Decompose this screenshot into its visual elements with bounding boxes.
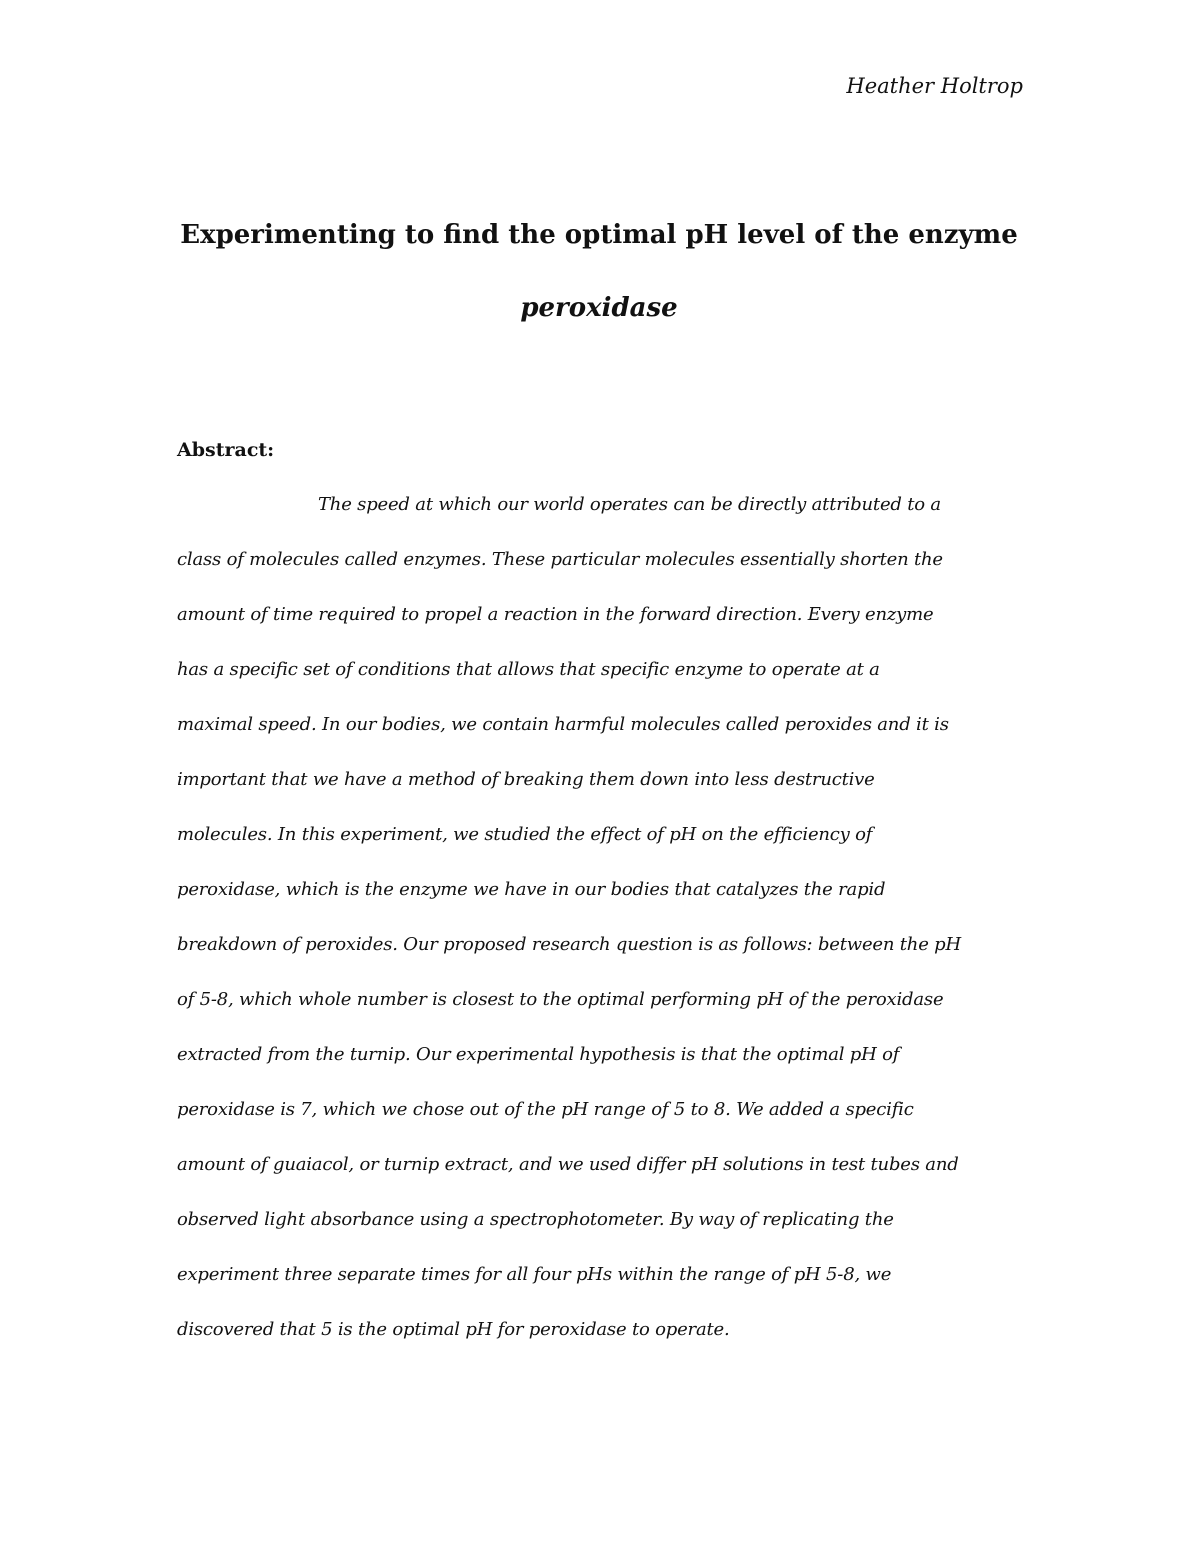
author-name: Heather Holtrop: [846, 74, 1023, 98]
abstract-line: observed light absorbance using a spectrophotometer. By way of replicating the: [177, 1209, 894, 1230]
abstract-line: The speed at which our world operates can be directly attributed to a: [318, 494, 941, 515]
abstract-line: amount of time required to propel a reaction in the forward direction. Every enzyme: [177, 604, 934, 625]
abstract-line: extracted from the turnip. Our experimental hypothesis is that the optimal pH of: [177, 1044, 900, 1065]
abstract-line: amount of guaiacol, or turnip extract, and we used differ pH solutions in test tubes and: [177, 1154, 959, 1175]
abstract-line: of 5-8, which whole number is closest to the optimal performing pH of the peroxidase: [177, 989, 944, 1010]
abstract-line: experiment three separate times for all four pHs within the range of pH 5-8, we: [177, 1264, 892, 1285]
abstract-line: maximal speed. In our bodies, we contain harmful molecules called peroxides and it is: [177, 714, 949, 735]
abstract-line: discovered that 5 is the optimal pH for peroxidase to operate.: [177, 1319, 730, 1340]
abstract-line: peroxidase is 7, which we chose out of the pH range of 5 to 8. We added a specific: [177, 1099, 914, 1120]
title-line-2: peroxidase: [520, 293, 678, 323]
abstract-line: class of molecules called enzymes. These particular molecules essentially shorten the: [177, 549, 943, 570]
abstract-line: molecules. In this experiment, we studied the effect of pH on the efficiency of: [177, 824, 873, 845]
abstract-line: important that we have a method of breaking them down into less destructive: [177, 769, 875, 790]
abstract-line: peroxidase, which is the enzyme we have in our bodies that catalyzes the rapid: [177, 879, 886, 900]
abstract-line: breakdown of peroxides. Our proposed research question is as follows: between the pH: [177, 934, 961, 955]
title-line-1: Experimenting to find the optimal pH level of the enzyme: [180, 220, 1018, 250]
abstract-heading: Abstract:: [177, 439, 275, 461]
abstract-line: has a specific set of conditions that allows that specific enzyme to operate at a: [177, 659, 880, 680]
